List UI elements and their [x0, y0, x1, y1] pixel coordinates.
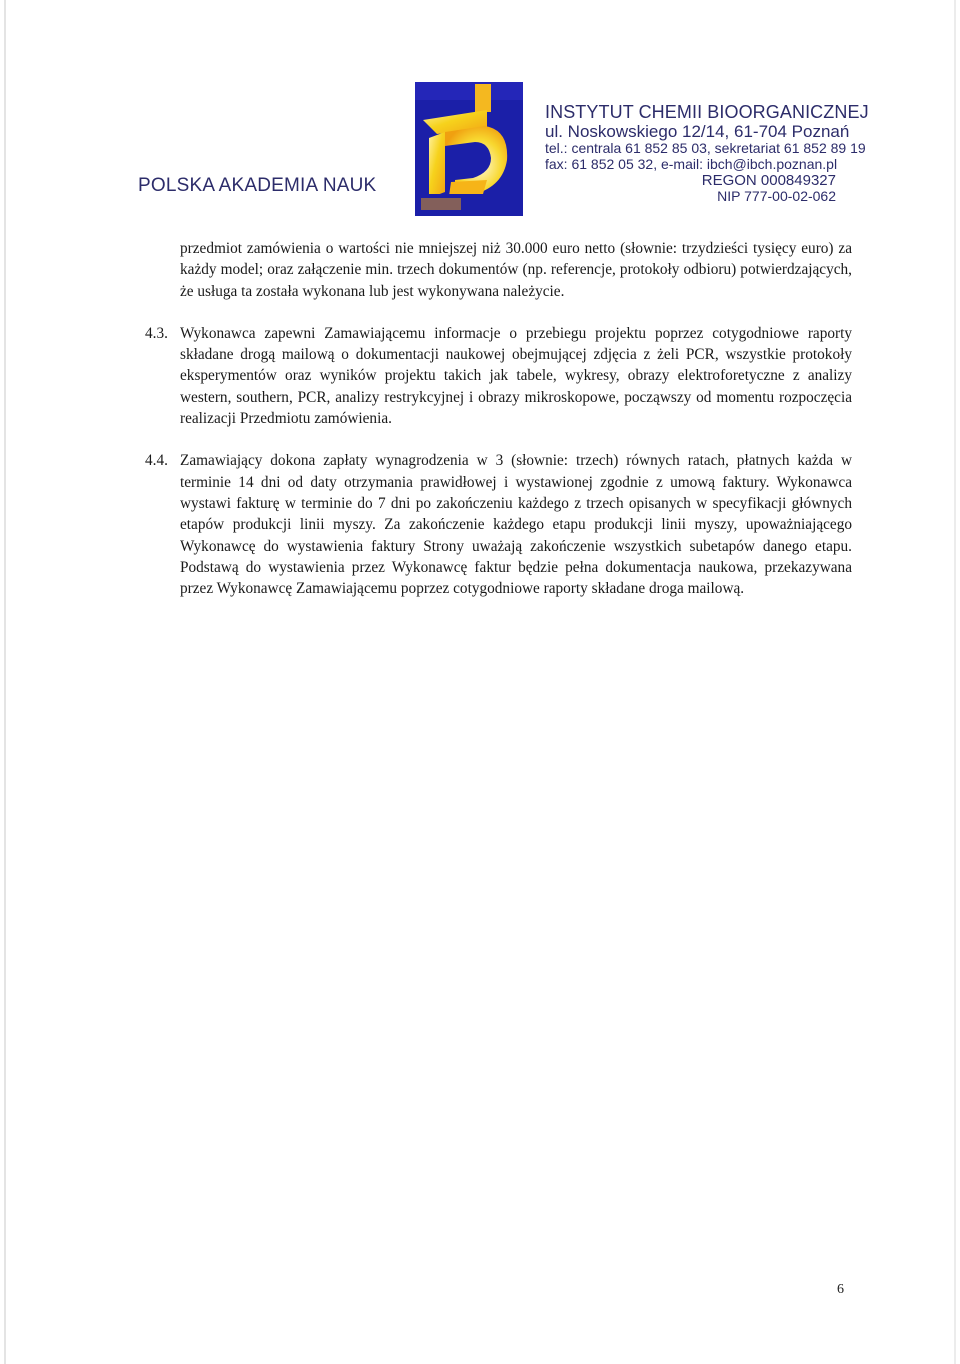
document-body — [145, 238, 852, 599]
institute-fax-email: fax: 61 852 05 32, e-mail: ibch@ibch.poznan.pl — [545, 155, 838, 172]
institute-address: ul. Noskowskiego 12/14, 61-704 Poznań — [545, 122, 850, 142]
institute-nip: NIP 777-00-02-062 — [717, 188, 836, 205]
clause-number: 4.3. — [145, 324, 168, 342]
page-edge — [4, 0, 6, 1364]
clause-text: Wykonawca zapewni Zamawiającemu informacje o przebiegu projektu poprzez cotygodniowe raporty składane drogą mailową o dokumentacji naukowej obejmującej zdjęcia z żeli PCR, wszystkie protokoły eksperymentów oraz wyników projektu takich jak tabele, wykresy, obrazy elektroforetyczne z analizy western, southern, PCR, analizy restrykcyjnej i obrazy mikroskopowe, począwszy od momentu rozpoczęcia realizacji Przedmiotu zamówienia. — [180, 324, 852, 428]
clause-4-4 — [145, 450, 852, 599]
institute-regon: REGON 000849327 — [701, 171, 836, 189]
institute-phone: tel.: centrala 61 852 85 03, sekretariat 61 852 89 19 — [545, 140, 866, 157]
clause-text: Zamawiający dokona zapłaty wynagrodzenia w 3 (słownie: trzech) równych ratach, płatnych każda w terminie 14 dni od daty otrzymania prawidłowej i wystawionej zgodnie z umową faktury. Wykonawca wystawi fakturę w terminie do 7 dni po zakończeniu każdego z trzech opisanych w specyfikacji głównych etapów produkcji linii myszy. Za zakończenie każdego etapu produkcji linii myszy, upoważniającego Wykonawcę do wystawienia faktury Strony uważają zakończenie wszystkich subetapów danego etapu. Podstawą do wystawienia przez Wykonawcę faktur będzie pełna dokumentacja naukowa, przekazywana przez Wykonawcę Zamawiającemu poprzez cotygodniowe raporty składane droga mailową. — [180, 452, 852, 598]
clause-number: 4.4. — [145, 452, 168, 470]
institute-contact-block — [545, 102, 869, 205]
institute-logo-icon — [415, 82, 523, 216]
institute-name: INSTYTUT CHEMII BIOORGANICZNEJ — [545, 102, 869, 122]
page-number: 6 — [837, 1282, 844, 1297]
academy-name: POLSKA AKADEMIA NAUK — [138, 175, 377, 196]
clause-4-3 — [145, 323, 852, 429]
page-edge — [954, 0, 956, 1364]
intro-paragraph: przedmiot zamówienia o wartości nie mniejszej niż 30.000 euro netto (słownie: trzydzieści tysięcy euro) za każdy model; oraz załączenie min. trzech dokumentów (np. referencje, protokoły odbioru) potwierdzających, że usługa ta została wykonana lub jest wykonywana należycie. — [180, 240, 852, 300]
